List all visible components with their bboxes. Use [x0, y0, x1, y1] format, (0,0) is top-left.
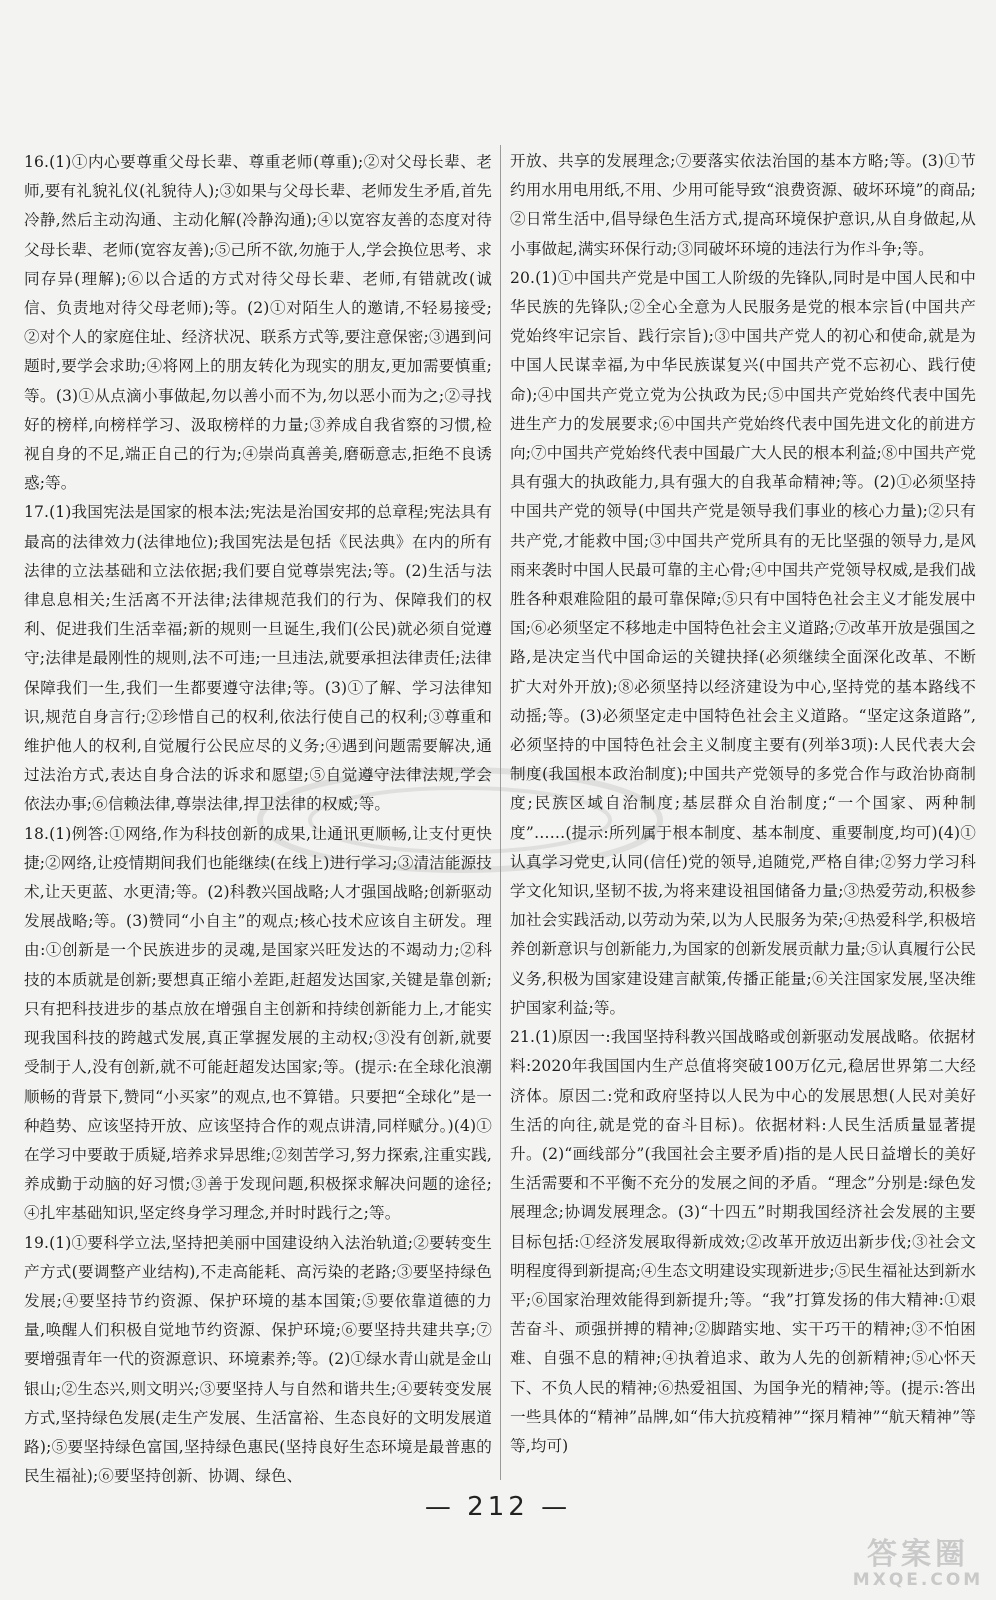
- answer-20: 20.(1)①中国共产党是中国工人阶级的先锋队,同时是中国人民和中华民族的先锋队;②全心全意为人民服务是党的根本宗旨(中国共产党始终牢记宗旨、践行宗旨);③中国共产党人的初心和使命,就是为中国人民谋幸福,为中华民族谋复兴(中国共产党不忘初心、践行使命);④中国共产党立党为公执政为民;⑤中国共产党始终代表中国先进生产力的发展要求;⑥中国共产党始终代表中国先进文化的前进方向;⑦中国共产党始终代表中国最广大人民的根本利益;⑧中国共产党具有强大的执政能力,具有强大的自我革命精神;等。(2)①必须坚持中国共产党的领导(中国共产党是领导我们事业的核心力量);②只有共产党,才能救中国;③中国共产党所具有的无比坚强的领导力,是风雨来袭时中国人民最可靠的主心骨;④中国共产党领导权威,是我们战胜各种艰难险阻的最可靠保障;⑤只有中国特色社会主义才能发展中国;⑥必须坚定不移地走中国特色社会主义道路;⑦改革开放是强国之路,是决定当代中国命运的关键抉择(必须继续全面深化改革、不断扩大对外开放);⑧必须坚持以经济建设为中心,坚持党的基本路线不动摇;等。(3)必须坚定走中国特色社会主义道路。“坚定这条道路”,必须坚持的中国特色社会主义制度主要有(列举3项):人民代表大会制度(我国根本政治制度);中国共产党领导的多党合作与政治协商制度;民族区域自治制度;基层群众自治制度;“一个国家、两种制度”……(提示:所列属于根本制度、基本制度、重要制度,均可)(4)①认真学习党史,认同(信任)党的领导,追随党,严格自律;②努力学习科学文化知识,坚韧不拔,为将来建设祖国储备力量;③热爱劳动,积极参加社会实践活动,以劳动为荣,以为人民服务为荣;④热爱科学,积极培养创新意识与创新能力,为国家的创新发展贡献力量;⑤认真履行公民义务,积极为国家建设建言献策,传播正能量;⑥关注国家发展,坚决维护国家利益;等。: [510, 268, 976, 1017]
- answer-19-continued: 开放、共享的发展理念;⑦要落实依法治国的基本方略;等。(3)①节约用水用电用纸,不用、少用可能导致“浪费资源、破坏环境”的商品;②日常生活中,倡导绿色生活方式,提高环境保护意识,从自身做起,从小事做起,满实环保行动;③同破坏环境的违法行为作斗争;等。: [510, 152, 976, 258]
- answer-17: 17.(1)我国宪法是国家的根本法;宪法是治国安邦的总章程;宪法具有最高的法律效力(法律地位);我国宪法是包括《民法典》在内的所有法律的立法基础和立法依据;我们要自觉尊崇宪法;等。(2)生活与法律息息相关;生活离不开法律;法律规范我们的行为、保障我们的权利、促进我们生活幸福;新的规则一旦诞生,我们(公民)就必须自觉遵守;法律是最刚性的规则,法不可违;一旦违法,就要承担法律责任;法律保障我们一生,我们一生都要遵守法律;等。(3)①了解、学习法律知识,规范自身言行;②珍惜自己的权利,依法行使自己的权利;③尊重和维护他人的权利,自觉履行公民应尽的义务;④遇到问题需要解决,通过法治方式,表达自身合法的诉求和愿望;⑤自觉遵守法律法规,学会依法办事;⑥信赖法律,尊崇法律,捍卫法律的权威;等。: [24, 503, 492, 814]
- site-watermark: [848, 1537, 988, 1592]
- left-column: [24, 148, 492, 1491]
- watermark-url: MXQE.COM: [852, 1570, 984, 1590]
- page-number: — 212 —: [424, 1492, 572, 1522]
- watermark-logo-text: 答案圈: [867, 1537, 969, 1572]
- right-column: [510, 147, 976, 1461]
- column-divider: [500, 145, 501, 1480]
- answer-19-part: 19.(1)①要科学立法,坚持把美丽中国建设纳入法治轨道;②要转变生产方式(要调整产业结构),不走高能耗、高污染的老路;③要坚持绿色发展;④要坚持节约资源、保护环境的基本国策;⑤要依靠道德的力量,唤醒人们积极自觉地节约资源、保护环境;⑥要坚持共建共享;⑦要增强青年一代的资源意识、环境素养;等。(2)①绿水青山就是金山银山;②生态兴,则文明兴;③要坚持人与自然和谐共生;④要转变发展方式,坚持绿色发展(走生产发展、生活富裕、生态良好的文明发展道路);⑤要坚持绿色富国,坚持绿色惠民(坚持良好生态环境是最普惠的民生福祉);⑥要坚持创新、协调、绿色、: [24, 1233, 492, 1486]
- answer-18: 18.(1)例答:①网络,作为科技创新的成果,让通讯更顺畅,让支付更快捷;②网络,让疫情期间我们也能继续(在线上)进行学习;③清洁能源技术,让天更蓝、水更清;等。(2)科教兴国战略;人才强国战略;创新驱动发展战略;等。(3)赞同“小自主”的观点;核心技术应该自主研发。理由:①创新是一个民族进步的灵魂,是国家兴旺发达的不竭动力;②科技的本质就是创新;要想真正缩小差距,赶超发达国家,关键是靠创新;只有把科技进步的基点放在增强自主创新和持续创新能力上,才能实现我国科技的跨越式发展,真正掌握发展的主动权;③没有创新,就要受制于人,没有创新,就不可能赶超发达国家;等。(提示:在全球化浪潮顺畅的背景下,赞同“小买家”的观点,也不算错。只要把“全球化”是一种趋势、应该坚持开放、应该坚持合作的观点讲清,同样赋分。)(4)①在学习中要敢于质疑,培养求异思维;②刻苦学习,努力探索,注重实践,养成勤于动脑的好习惯;③善于发现问题,积极探求解决问题的途径;④扎牢基础知识,坚定终身学习理念,并时时践行之;等。: [24, 824, 492, 1223]
- answer-16: 16.(1)①内心要尊重父母长辈、尊重老师(尊重);②对父母长辈、老师,要有礼貌礼仪(礼貌待人);③如果与父母长辈、老师发生矛盾,首先冷静,然后主动沟通、主动化解(冷静沟通);④以宽容友善的态度对待父母长辈、老师(宽容友善);⑤己所不欲,勿施于人,学会换位思考、求同存异(理解);⑥以合适的方式对待父母长辈、老师,有错就改(诚信、负责地对待父母老师);等。(2)①对陌生人的邀请,不轻易接受;②对个人的家庭住址、经济状况、联系方式等,要注意保密;③遇到问题时,要学会求助;④将网上的朋友转化为现实的朋友,更加需要慎重;等。(3)①从点滴小事做起,勿以善小而不为,勿以恶小而为之;②寻找好的榜样,向榜样学习、汲取榜样的力量;③养成自我省察的习惯,检视自身的不足,端正自己的行为;④崇尚真善美,磨砺意志,拒绝不良诱惑;等。: [24, 153, 492, 493]
- answer-21: 21.(1)原因一:我国坚持科教兴国战略或创新驱动发展战略。依据材料:2020年我国国内生产总值将突破100万亿元,稳居世界第二大经济体。原因二:党和政府坚持以人民为中心的发展思想(人民对美好生活的向往,就是党的奋斗目标)。依据材料:人民生活质量显著提升。(2)“画线部分”(我国社会主要矛盾)指的是人民日益增长的美好生活需要和不平衡不充分的发展之间的矛盾。“理念”分别是:绿色发展理念;协调发展理念。(3)“十四五”时期我国经济社会发展的主要目标包括:①经济发展取得新成效;②改革开放迈出新步伐;③社会文明程度得到新提高;④生态文明建设实现新进步;⑤民生福祉达到新水平;⑥国家治理效能得到新提升;等。“我”打算发扬的伟大精神:①艰苦奋斗、顽强拼搏的精神;②脚踏实地、实干巧干的精神;③不怕困难、自强不息的精神;④执着追求、敢为人先的创新精神;⑤心怀天下、不负人民的精神;⑥热爱祖国、为国争光的精神;等。(提示:答出一些具体的“精神”品牌,如“伟大抗疫精神”“探月精神”“航天精神”等等,均可): [510, 1028, 976, 1455]
